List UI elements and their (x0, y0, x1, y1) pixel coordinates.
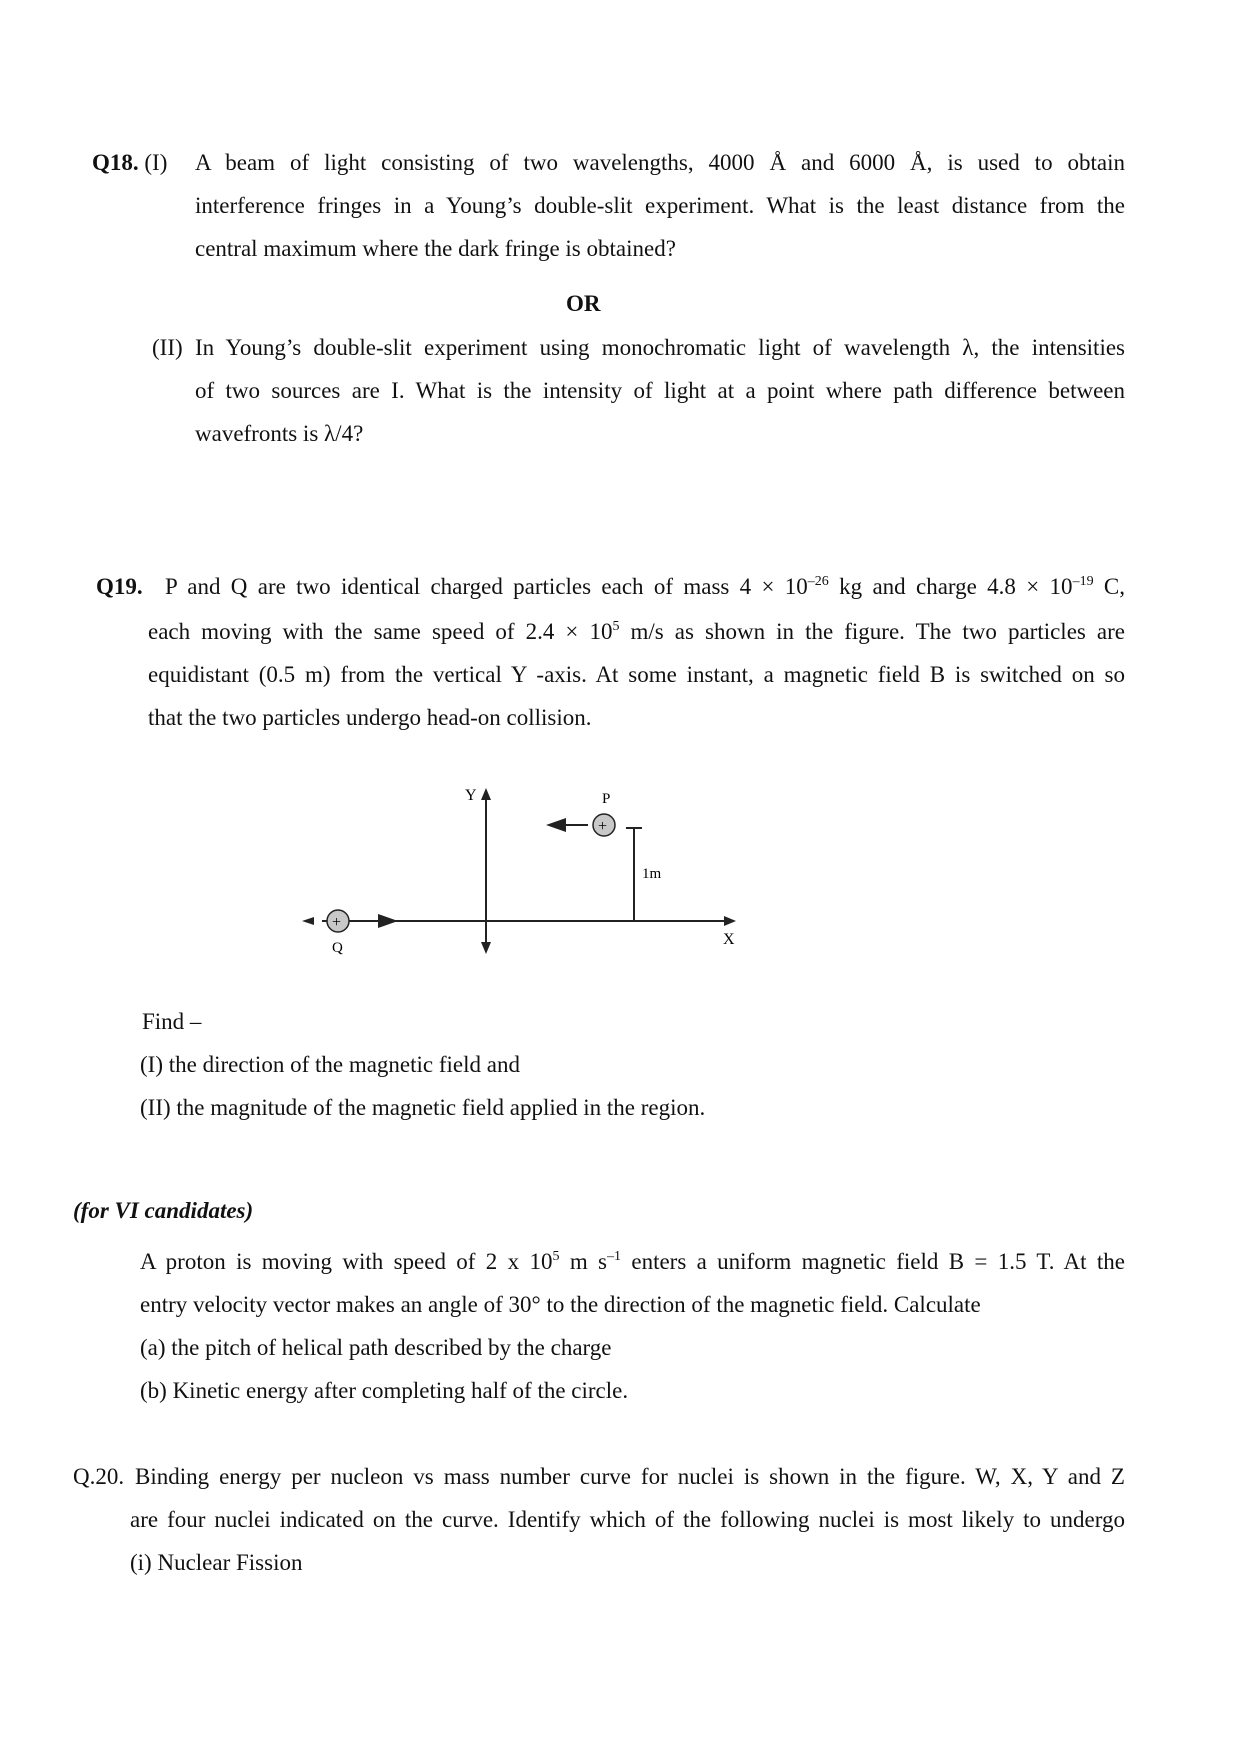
q19-line-2: each moving with the same speed of $2.4 \times 10^5$ m/s as shown in the figure. The two particles are (148, 619, 1125, 644)
vi-item-b: (b) Kinetic energy after completing half of the circle. (140, 1378, 629, 1403)
q20-line-2: are four nuclei indicated on the curve. Identify which of the following nuclei is most likely to undergo (130, 1507, 1125, 1532)
q18-part1-line-1: A beam of light consisting of two wavelengths, 4000 Å and 6000 Å, is used to obtain (195, 150, 1125, 175)
q18-part2-line-2: of two sources are I. What is the intensity of light at a point where path difference between (195, 378, 1125, 403)
particle-p-label: P (602, 791, 611, 807)
vi-heading: (for VI candidates) (73, 1198, 254, 1223)
particle-q-arrow-icon (378, 914, 398, 928)
particle-q-label: Q (332, 940, 343, 956)
q19-find-item-1: (I) the direction of the magnetic field and (140, 1052, 520, 1077)
vi-line-1: A proton is moving with speed of 2 x $10^5$ m $s^{-1}$ enters a uniform magnetic field B = 1.5 T. At the (140, 1249, 1125, 1274)
q18-part2-line-3: wavefronts is λ/4? (195, 421, 364, 446)
particle-q-charge: + (332, 914, 342, 931)
q20-line-3: (i) Nuclear Fission (130, 1550, 303, 1575)
x-axis-arrow-icon (724, 916, 736, 926)
y-axis-label: Y (465, 787, 477, 804)
q18-part1-line-2: interference fringes in a Young’s double-slit experiment. What is the least distance from the (195, 193, 1125, 218)
x-axis-label: X (723, 931, 735, 948)
q19-find-label: Find – (142, 1009, 202, 1034)
distance-label: 1m (642, 866, 662, 882)
q18-part1-line-3: central maximum where the dark fringe is obtained? (195, 236, 676, 261)
q18-part2-label: (II) (152, 335, 183, 360)
y-axis-arrow-down-icon (481, 942, 491, 954)
q18-number: Q18. (92, 150, 139, 175)
q19-figure (290, 780, 760, 960)
vi-line-2: entry velocity vector makes an angle of 30° to the direction of the magnetic field. Calculate (140, 1292, 981, 1317)
particle-q-left-arrow-icon (302, 917, 314, 925)
q18-part1-label: (I) (144, 150, 168, 175)
particle-p-charge: + (598, 818, 608, 835)
q20-number: Q.20. (73, 1464, 125, 1489)
vi-item-a: (a) the pitch of helical path described by the charge (140, 1335, 612, 1360)
q18-or: OR (566, 291, 601, 316)
q19-line-3: equidistant (0.5 m) from the vertical Y -axis. At some instant, a magnetic field B is switched on so (148, 662, 1125, 687)
particle-p-arrow-icon (546, 818, 566, 832)
y-axis-arrow-up-icon (481, 788, 491, 800)
q19-number: Q19. (96, 574, 143, 599)
q19-line-1: P and Q are two identical charged particles each of mass $4 \times 10^{-26}$ kg and charge $4.8 \times 10^{-19}$ C, (165, 574, 1125, 599)
q19-find-item-2: (II) the magnitude of the magnetic field applied in the region. (140, 1095, 706, 1120)
q18-part2-line-1: In Young’s double-slit experiment using monochromatic light of wavelength λ, the intensities (195, 335, 1125, 360)
q19-line-4: that the two particles undergo head-on collision. (148, 705, 592, 730)
q20-line-1: Binding energy per nucleon vs mass number curve for nuclei is shown in the figure. W, X, Y and Z (135, 1464, 1125, 1489)
